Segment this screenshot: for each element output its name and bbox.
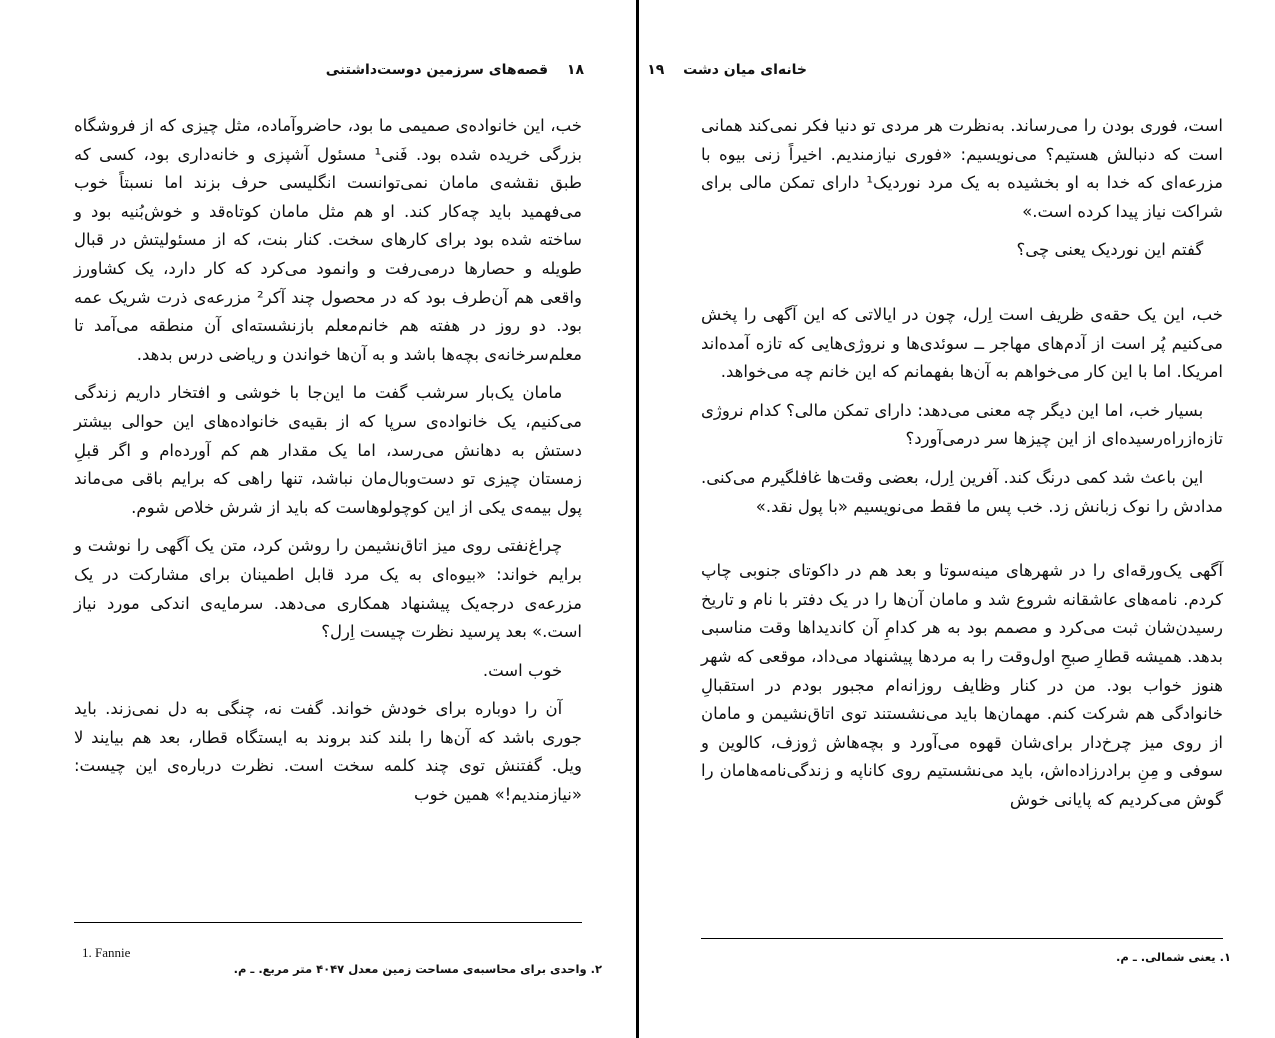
paragraph: آن را دوباره برای خودش خواند. گفت نه، چنگی به دل نمی‌زند. باید جوری باشد که آن‌ها را بلند کند بروند به ایستگاه قطار، بعد هم بیایند لا ویل. گفتنش توی چند کلمه سخت است. نظرت درباره‌ی این چیست: «نیازمندیم!» همین خوب	[74, 699, 582, 805]
footnote-rule	[74, 922, 582, 923]
right-page	[639, 0, 1275, 1038]
running-title: قصه‌های سرزمین دوست‌داشتنی	[325, 62, 549, 78]
paragraph: چراغ‌نفتی روی میز اتاق‌نشیمن را روشن کرد، متن یک آگهی را نوشت و برایم خواند: «بیوه‌ای به یک مرد قابل اطمینان برای مشارکت در یک مزرعه‌ی درجه‌یک پیشنهاد همکاری می‌دهد. سرمایه‌ی اندکی مورد نیاز است.» بعد پرسید نظرت چیست اِرل؟	[74, 536, 582, 642]
paragraph: آگهی یک‌ورقه‌ای را در شهرهای مینه‌سوتا و بعد هم در داکوتای جنوبی چاپ کردم. نامه‌های عاشقانه شروع شد و مامان آن‌ها را در یک دفتر با نام و تاریخ رسیدن‌شان ثبت می‌کرد و مصمم بود به هر کدامِ آن کاندیداها وقت مناسبی بدهد. همیشه قطارِ صبحِ اول‌وقت را به مردها پیشنهاد می‌داد، موقعی که شهر هنوز خواب بود. من در کنار وظایف روزانه‌ام مجبور بودم در استقبالِ خانوادگی هم شرکت کنم. مهمان‌ها باید می‌نشستند توی اتاق‌نشیمن و مامان از روی میز چرخ‌دار برای‌شان قهوه می‌آورد و بچه‌هاش ژوزف، کالوین و سوفی و مِنِ برادرزاده‌اش، باید می‌نشستیم روی کاناپه و زندگی‌نامه‌هامان را گوش می‌کردیم که پایانی خوش	[701, 561, 1223, 809]
footnote-rule	[701, 938, 1223, 939]
footnote: ۱. یعنی شمالی. ـ م.	[1116, 950, 1231, 964]
left-page	[0, 0, 636, 1038]
page-number: ۱۹	[647, 62, 665, 78]
paragraph: خب، این یک حقه‌ی ظریف است اِرل، چون در ایالاتی که این آگهی را پخش می‌کنیم پُر است از آدم‌های مهاجر ــ سوئدی‌ها و نروژی‌هایی که تازه آمده‌اند امریکا. اما با این کار می‌خواهم به آن‌ها بفهمانم که این خانم چه می‌خواهد.	[701, 304, 1223, 382]
footnote: ۲. واحدی برای محاسبه‌ی مساحت زمین معدل ۴۰۴۷ متر مربع. ـ م.	[233, 962, 602, 976]
paragraph: بسیار خب، اما این دیگر چه معنی می‌دهد: دارای تمکن مالی؟ کدام نروژی تازه‌ازراه‌رسیده‌ای از این چیزها سر درمی‌آورد؟	[701, 400, 1223, 449]
page-number: ۱۸	[566, 62, 584, 78]
footnote: 1. Fannie	[82, 945, 131, 960]
paragraph: مامان یک‌بار سرشب گفت ما این‌جا با خوشی و افتخار داریم زندگی می‌کنیم، یک خانواده‌ی سرپا که از بقیه‌ی خانواده‌های این حوالی بیشتر دستش به دهانش می‌رسد، اما یک مقدار هم کم آورده‌ام و اگر قبلِ زمستان چیزی تو دست‌وبال‌مان نباشد، تنها راهی که برایم باقی می‌ماند پول بیمه‌ی یکی از این کوچولوهاست که باید از شرش خلاص شوم.	[74, 383, 582, 517]
paragraph: است، فوری بودن را می‌رساند. به‌نظرت هر مردی تو دنیا فکر نمی‌کند همانی است که دنبالش هستیم؟ می‌نویسیم: «فوری نیازمندیم. اخیراً زنی بیوه با مزرعه‌ای که خدا به او بخشیده به یک مرد نوردیک¹ دارای تمکن مالی برای شراکت نیاز پیدا کرده است.»	[701, 116, 1223, 221]
body-text	[701, 112, 1223, 824]
running-header	[647, 62, 807, 78]
running-title: خانه‌ای میان دشت	[683, 62, 807, 78]
paragraph: خب، این خانواده‌ی صمیمی ما بود، حاضروآماده، مثل چیزی که از فروشگاه بزرگی خریده شده بود. فَنی¹ مسئول آشپزی و خانه‌داری بود، کسی که طبق نقشه‌ی مامان نمی‌توانست انگلیسی حرف بزند اما نسبتاً خوب می‌فهمید باید چه‌کار کند. او هم مثل مامان کوتاه‌قد و خوش‌بُنیه بود و ساخته شده بود برای کارهای سخت. کنار بنت، که از مسئولیتش در قبال طویله و حصارها درمی‌رفت و وانمود می‌کرد که کار دارد، یک کشاورز واقعی هم آن‌طرف بود که در محصول چند آکر² مزرعه‌ی ذرت شریک عمه بود. دو روز در هفته هم خانم‌معلم بازنشسته‌ای آن منطقه می‌آمد تا معلم‌سرخانه‌ی بچه‌ها باشد و به آن‌ها خواندن و ریاضی درس بدهد.	[74, 116, 582, 364]
body-text	[74, 112, 582, 820]
paragraph: خوب است.	[482, 660, 563, 680]
paragraph: این باعث شد کمی درنگ کند. آفرین اِرل، بعضی وقت‌ها غافلگیرم می‌کنی. مدادش را نوک زبانش زد. خب پس ما فقط می‌نویسیم «با پول نقد.»	[701, 467, 1223, 516]
paragraph: گفتم این نوردیک یعنی چی؟	[1016, 240, 1204, 260]
running-header	[326, 62, 584, 78]
